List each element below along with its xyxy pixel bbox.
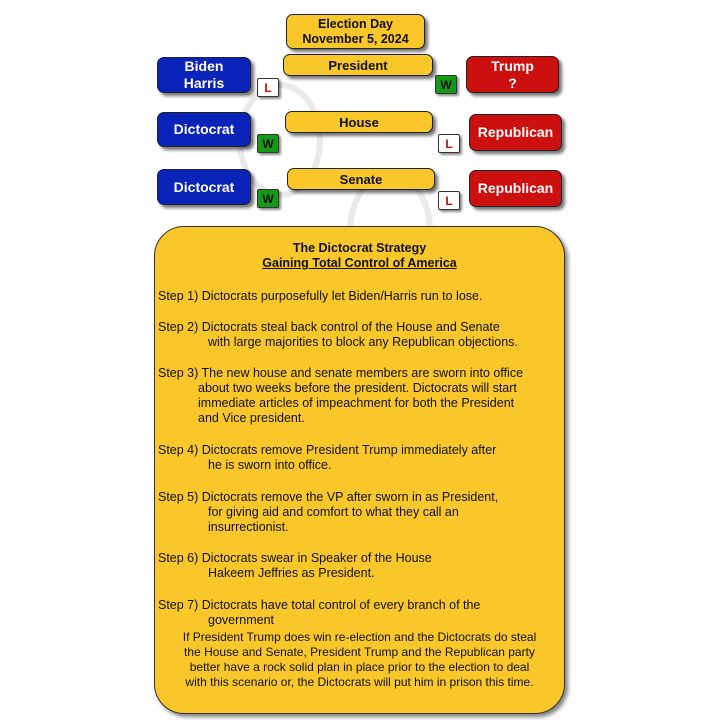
- header-line-1: Election Day: [317, 16, 394, 31]
- biden-text: Biden: [184, 58, 224, 74]
- step-6-line: Hakeem Jeffries as President.: [208, 566, 375, 580]
- harris-text: Harris: [183, 75, 225, 91]
- senate-label: [287, 168, 435, 190]
- biden-loss-badge: L: [257, 78, 279, 97]
- senate-label-text: Senate: [339, 171, 383, 187]
- senate-dictocrat-text: Dictocrat: [173, 178, 235, 195]
- note-line: If President Trump does win re-election and the Dictocrats do steal: [182, 630, 537, 644]
- house-label-text: House: [339, 114, 379, 130]
- strategy-subtitle: Gaining Total Control of America: [262, 256, 457, 270]
- step-4-line: he is sworn into office.: [208, 458, 332, 472]
- trump-text: Trump: [491, 57, 534, 74]
- step-3-line: and Vice president.: [198, 411, 305, 425]
- house-label: [285, 111, 433, 133]
- warning-note: [155, 630, 564, 690]
- house-republican-text: Republican: [477, 124, 554, 140]
- senate-republican-box: [469, 170, 562, 207]
- step-6: [158, 551, 432, 581]
- note-line: the House and Senate, President Trump and the Republican party: [184, 645, 535, 659]
- house-dictocrat-text: Dictocrat: [173, 121, 235, 137]
- step-3-line: about two weeks before the president. Dictocrats will start: [198, 381, 517, 395]
- step-6-text: Step 6) Dictocrats swear in Speaker of the House: [158, 551, 432, 565]
- step-7: [158, 598, 480, 628]
- house-republican-box: [469, 114, 562, 151]
- strategy-panel: [154, 226, 565, 714]
- step-5: [158, 490, 498, 535]
- step-2-text: Step 2) Dictocrats steal back control of the House and Senate: [158, 320, 500, 334]
- step-7-line: government: [208, 613, 275, 627]
- house-republican-loss-badge: L: [438, 134, 460, 153]
- house-dictocrat-box: [157, 112, 251, 147]
- step-5-line: insurrectionist.: [208, 520, 289, 534]
- senate-dictocrat-win-badge: W: [257, 189, 279, 208]
- step-1: [158, 289, 482, 304]
- step-1-text: Step 1) Dictocrats purposefully let Biden/Harris run to lose.: [158, 289, 483, 303]
- biden-harris-box: [157, 57, 251, 93]
- step-2-line: with large majorities to block any Republican objections.: [208, 335, 518, 349]
- step-3-text: Step 3) The new house and senate members are sworn into office: [158, 366, 524, 380]
- election-day-header: [286, 14, 425, 49]
- senate-republican-loss-badge: L: [438, 191, 460, 210]
- trump-question-text: ?: [508, 74, 517, 91]
- trump-box: [466, 56, 559, 93]
- trump-win-badge: W: [435, 75, 457, 94]
- step-7-text: Step 7) Dictocrats have total control of every branch of the: [158, 598, 481, 612]
- strategy-title: The Dictocrat Strategy: [292, 241, 427, 255]
- president-label-text: President: [328, 57, 388, 73]
- president-label: [283, 54, 433, 76]
- step-5-text: Step 5) Dictocrats remove the VP after sworn in as President,: [158, 490, 499, 504]
- step-3-line: immediate articles of impeachment for both the President: [198, 396, 515, 410]
- step-4-text: Step 4) Dictocrats remove President Trump immediately after: [158, 443, 497, 457]
- house-dictocrat-win-badge: W: [257, 134, 279, 153]
- senate-republican-text: Republican: [477, 180, 554, 196]
- step-2: [158, 320, 518, 350]
- senate-dictocrat-box: [157, 169, 251, 205]
- note-line: with this scenario or, the Dictocrats will put him in prison this time.: [185, 675, 534, 689]
- header-line-2: November 5, 2024: [302, 31, 409, 46]
- step-3: [158, 366, 523, 426]
- note-line: better have a rock solid plan in place prior to the election to deal: [189, 660, 530, 674]
- step-4: [158, 443, 496, 473]
- step-5-line: for giving aid and comfort to what they call an: [208, 505, 459, 519]
